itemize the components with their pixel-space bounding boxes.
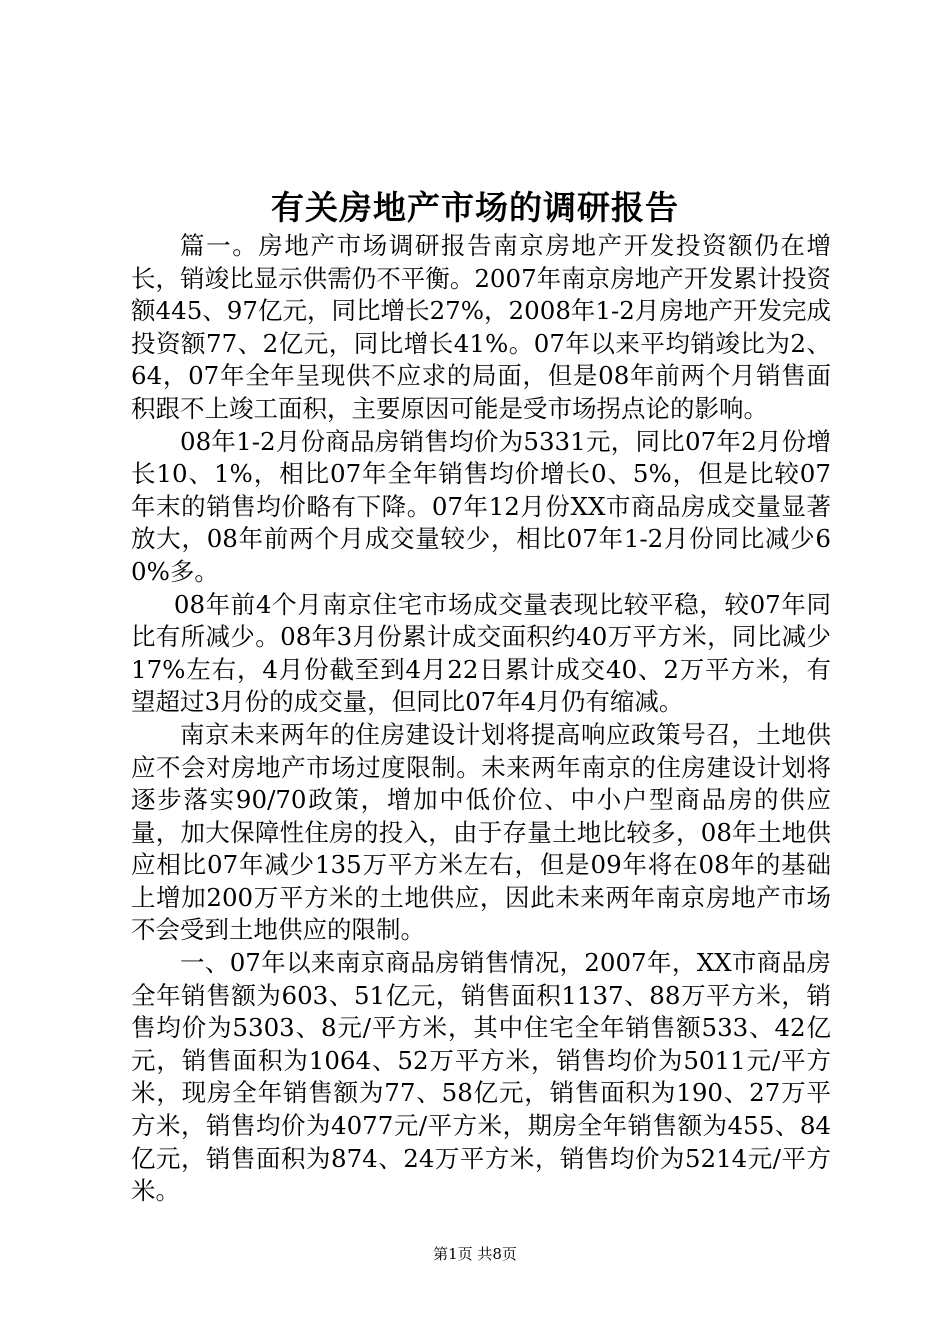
paragraph-intro: 篇一。房地产市场调研报告南京房地产开发投资额仍在增长，销竣比显示供需仍不平衡。2007年南京房地产开发累计投资额445、97亿元，同比增长27%，2008年1-2月房地产开发完成投资额77、2亿元，同比增长41%。07年以来平均销竣比为2、64，07年全年呈现供不应求的局面，但是08年前两个月销售面积跟不上竣工面积，主要原因可能是受市场拐点论的影响。 [131, 231, 831, 423]
paragraph-sales-situation: 一、07年以来南京商品房销售情况，2007年，XX市商品房全年销售额为603、51亿元，销售面积1137、88万平方米，销售均价为5303、8元/平方米，其中住宅全年销售额533、42亿元，销售面积为1064、52万平方米，销售均价为5011元/平方米，现房全年销售额为77、58亿元，销售面积为190、27万平方米，销售均价为4077元/平方米，期房全年销售额为455、84亿元，销售面积为874、24万平方米，销售均价为5214元/平方米。 [131, 948, 831, 1206]
page-footer: 第1页 共8页 [433, 1245, 517, 1263]
document-title: 有关房地产市场的调研报告 [271, 188, 679, 227]
paragraph-sales-price: 08年1-2月份商品房销售均价为5331元，同比07年2月份增长10、1%，相比07年全年销售均价增长0、5%，但是比较07年末的销售均价略有下降。07年12月份XX市商品房成交量显著放大，08年前两个月成交量较少，相比07年1-2月份同比减少60%多。 [131, 426, 831, 586]
paragraph-land-supply: 南京未来两年的住房建设计划将提高响应政策号召，土地供应不会对房地产市场过度限制。未来两年南京的住房建设计划将逐步落实90/70政策，增加中低价位、中小户型商品房的供应量，加大保障性住房的投入，由于存量土地比较多，08年土地供应相比07年减少135万平方米左右，但是09年将在08年的基础上增加200万平方米的土地供应，因此未来两年南京房地产市场不会受到土地供应的限制。 [131, 719, 831, 945]
document-body [131, 230, 831, 1208]
paragraph-transaction-volume: 08年前4个月南京住宅市场成交量表现比较平稳，较07年同比有所减少。08年3月份累计成交面积约40万平方米，同比减少17%左右，4月份截至到4月22日累计成交40、2万平方米，有望超过3月份的成交量，但同比07年4月仍有缩减。 [131, 589, 831, 717]
